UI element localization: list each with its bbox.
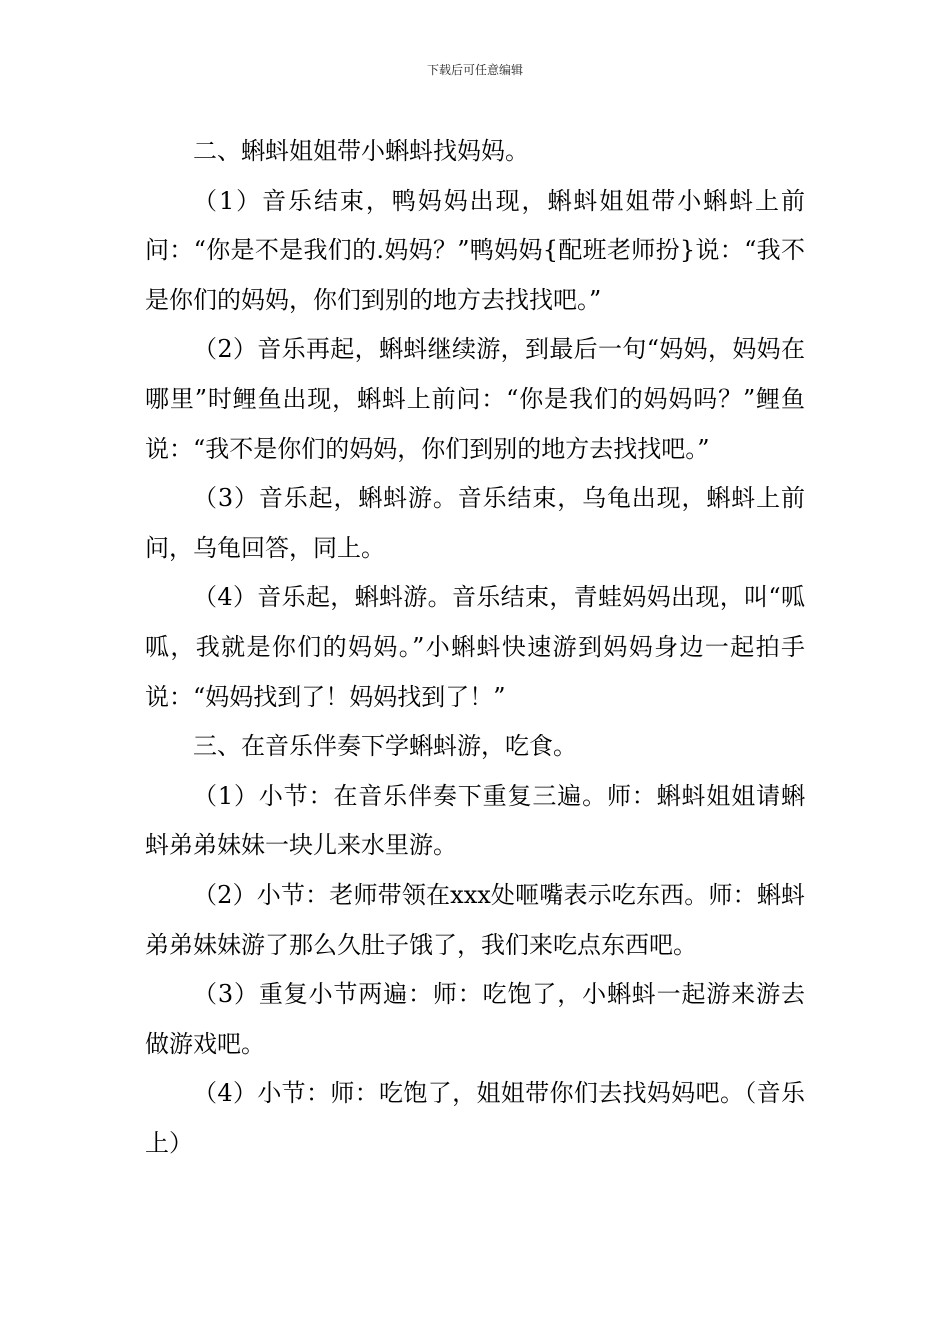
paragraph-step-2: （2）音乐再起，蝌蚪继续游，到最后一句“妈妈，妈妈在哪里”时鲤鱼出现，蝌蚪上前问：“你是我们的妈妈吗？”鲤鱼说：“我不是你们的妈妈，你们到别的地方去找找吧。” <box>145 335 805 463</box>
page-header: 下载后可任意编辑 <box>426 63 523 77</box>
document-body <box>145 127 805 1168</box>
section-heading-2: 二、蝌蚪姐姐带小蝌蚪找妈妈。 <box>193 137 529 165</box>
paragraph-section3-2: （2）小节：老师带领在xxx处咂嘴表示吃东西。师：蝌蚪弟弟妹妹游了那么久肚子饿了，我们来吃点东西吧。 <box>145 880 805 959</box>
paragraph-step-3: （3）音乐起，蝌蚪游。音乐结束，乌龟出现，蝌蚪上前问，乌龟回答，同上。 <box>145 484 805 562</box>
section-heading-3: 三、在音乐伴奏下学蝌蚪游，吃食。 <box>193 732 577 761</box>
paragraph-step-4: （4）音乐起，蝌蚪游。音乐结束，青蛙妈妈出现，叫“呱呱，我就是你们的妈妈。”小蝌蚪快速游到妈妈身边一起拍手说：“妈妈找到了！妈妈找到了！” <box>145 583 805 711</box>
paragraph-step-1: （1）音乐结束，鸭妈妈出现，蝌蚪姐姐带小蝌蚪上前问：“你是不是我们的.妈妈？”鸭妈妈{配班老师扮}说：“我不是你们的妈妈，你们到别的地方去找找吧。” <box>145 186 805 314</box>
paragraph-section3-4: （4）小节：师：吃饱了，姐姐带你们去找妈妈吧。（音乐上） <box>145 1079 805 1157</box>
paragraph-section3-3: （3）重复小节两遍：师：吃饱了，小蝌蚪一起游来游去做游戏吧。 <box>145 980 805 1058</box>
paragraph-section3-1: （1）小节：在音乐伴奏下重复三遍。师：蝌蚪姐姐请蝌蚪弟弟妹妹一块儿来水里游。 <box>145 781 805 860</box>
